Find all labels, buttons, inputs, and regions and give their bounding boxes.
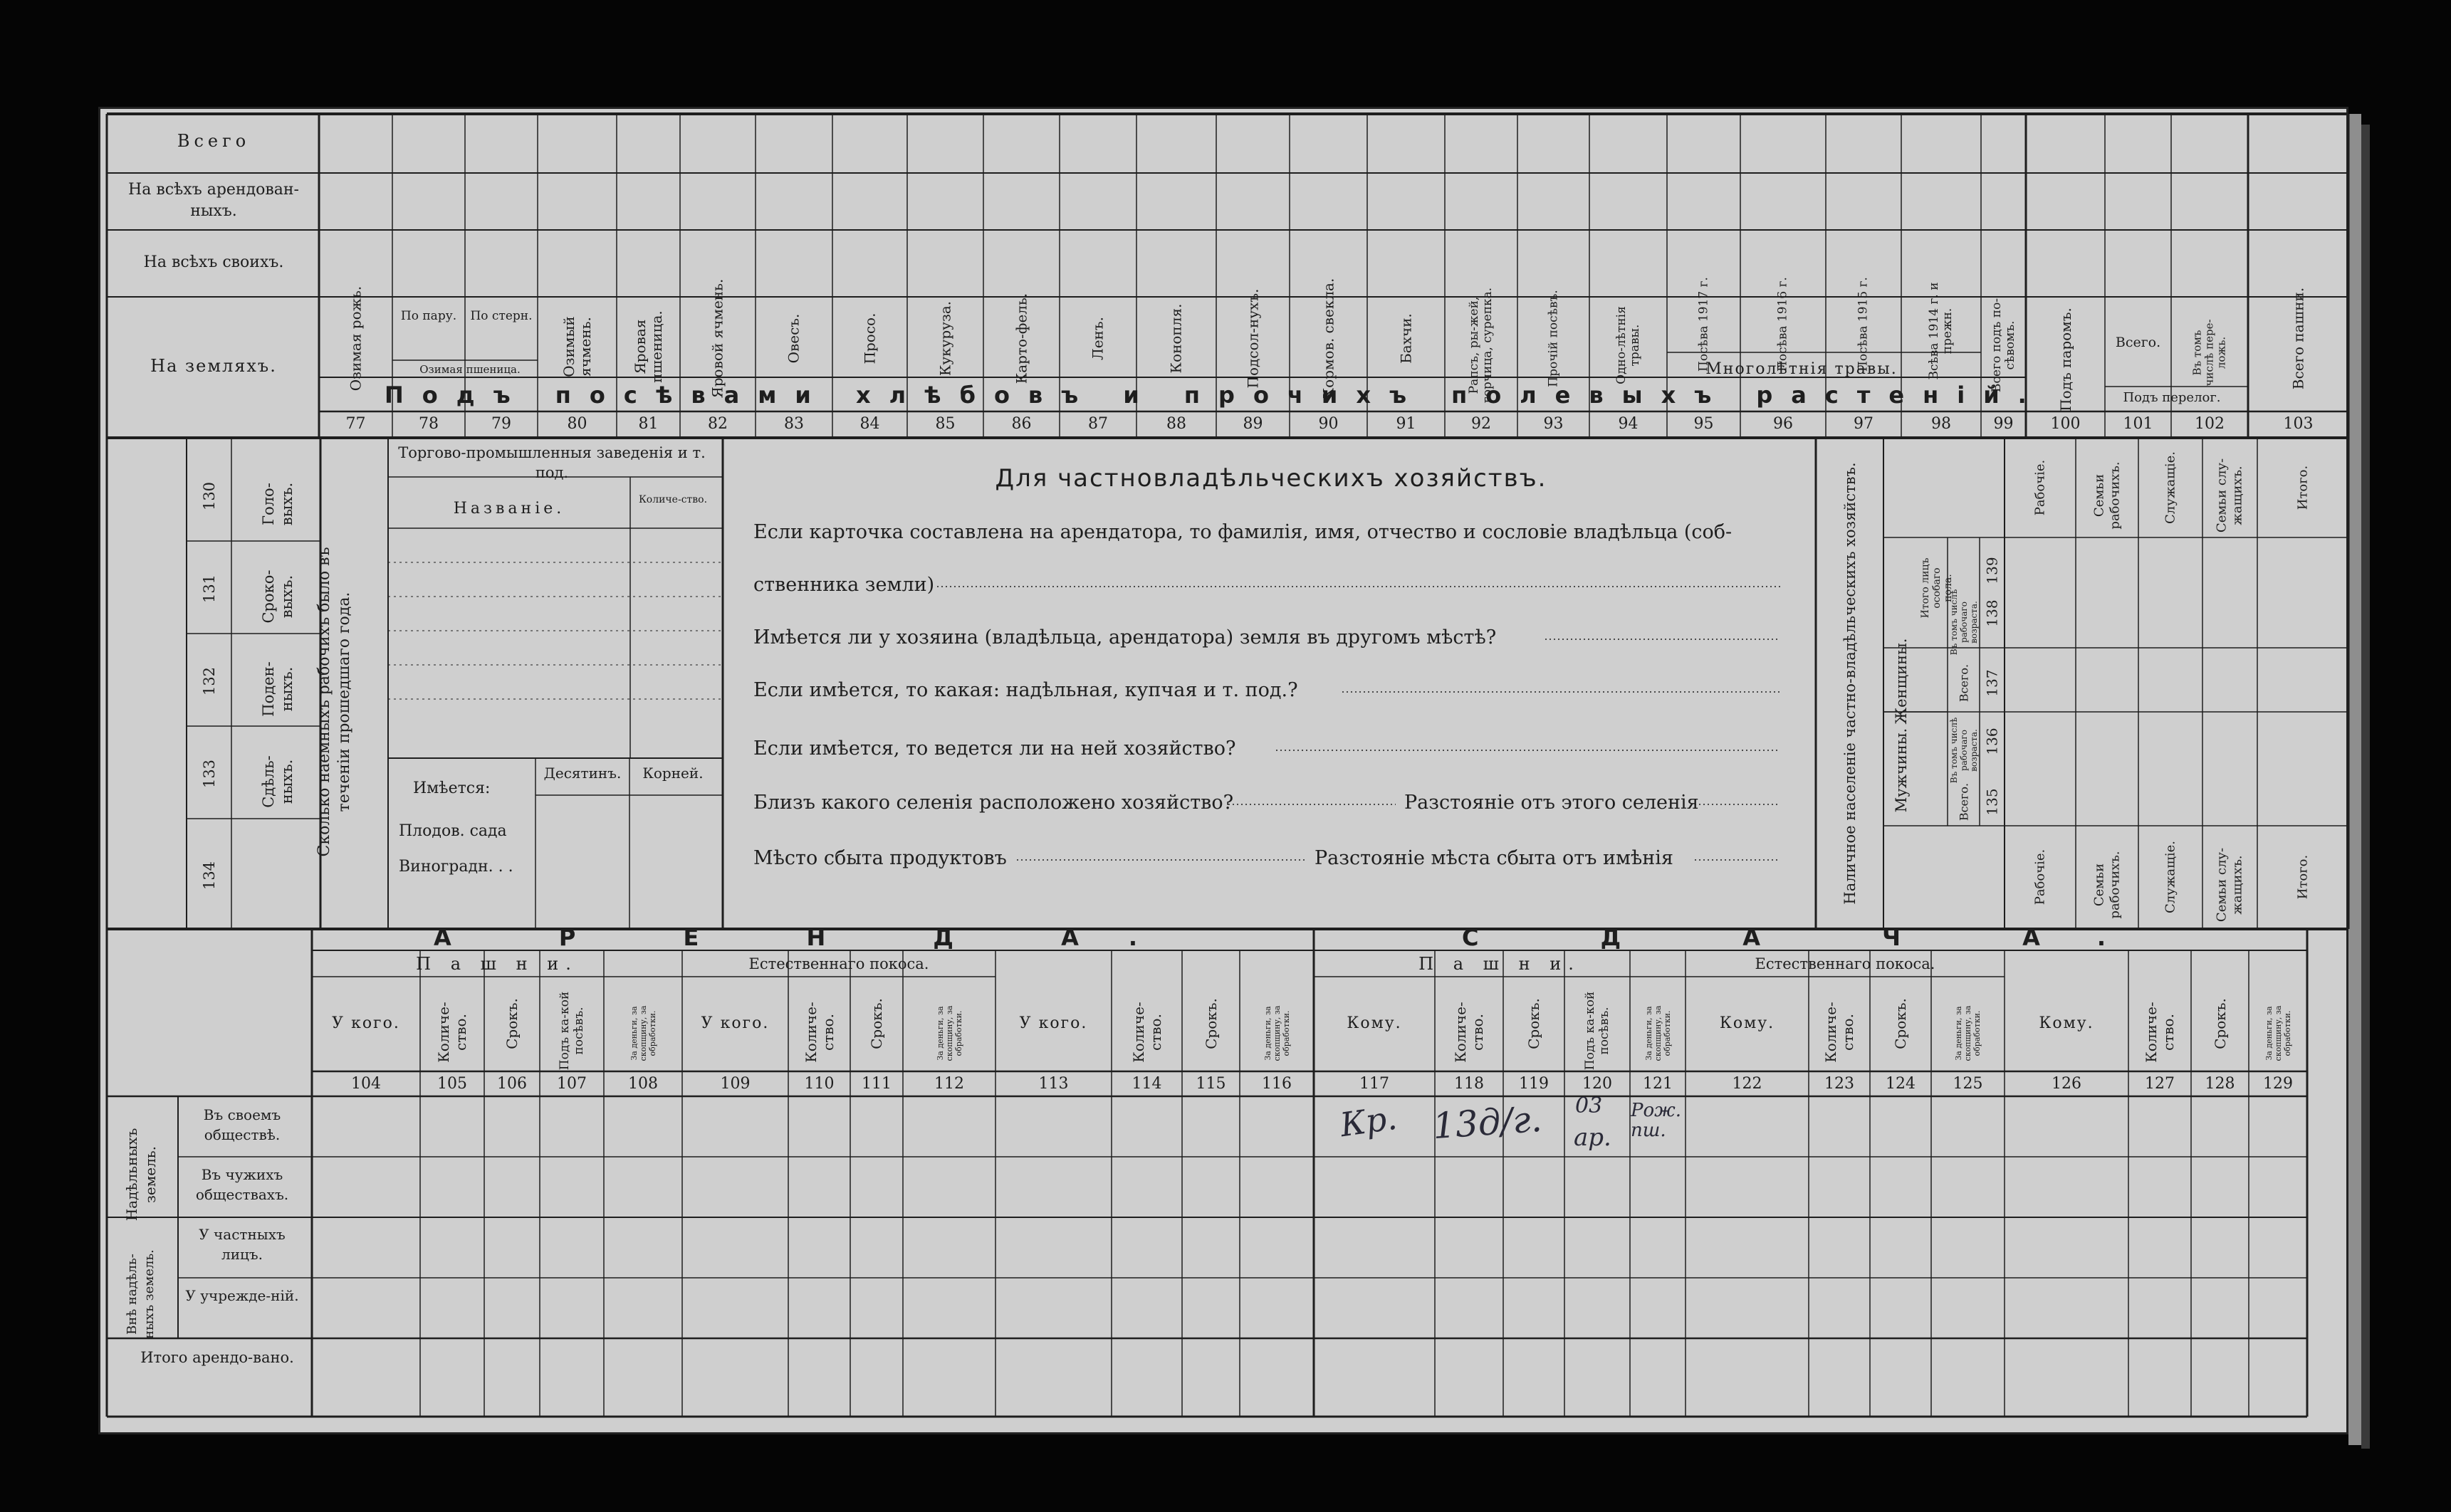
question-village-distance: Разстояніе отъ этого селенія xyxy=(1404,792,1699,814)
gardens-has: Имѣется: xyxy=(413,779,491,797)
col-number-97: 97 xyxy=(1854,415,1873,433)
col-number-83: 83 xyxy=(784,415,804,433)
trade-name-head: Названіе. xyxy=(453,500,565,518)
col-number-114: 114 xyxy=(1132,1075,1162,1093)
crop-head-10: Ленъ. xyxy=(1089,316,1107,360)
sdacha-title: С Д А Ч А. xyxy=(1461,924,2163,951)
workers-num-133: 133 xyxy=(201,759,218,788)
pop-women-total: Всего. xyxy=(1957,663,1971,703)
gardens-vineyards: Виноградн. . . xyxy=(399,858,513,876)
question-owner-1: Если карточка составлена на арендатора, то фамилія, имя, отчество и сословіе владѣльца (соб- xyxy=(753,521,1733,543)
crop-head-18: Посѣва 1917 г. xyxy=(1696,276,1710,372)
question-market: Мѣсто сбыта продуктовъ xyxy=(753,847,1007,869)
col-number-102: 102 xyxy=(2195,415,2225,433)
row-own-society: Въ своемъ обществѣ. xyxy=(203,1106,281,1143)
crop-head-2: По стерн. xyxy=(470,309,533,323)
crop-head-22: Всего подъ по-сѣвомъ. xyxy=(1989,298,2017,392)
sdacha-head-1: Количе-ство. xyxy=(1452,1002,1486,1063)
arenda-head-8: За деньги, за скопщину, за обработки. xyxy=(935,1005,963,1061)
pop-head-top-0: Рабочіе. xyxy=(2032,459,2047,516)
col-number-88: 88 xyxy=(1166,415,1186,433)
row-label-own: На всѣхъ своихъ. xyxy=(143,253,284,271)
col-number-101: 101 xyxy=(2123,415,2153,433)
pop-head-bottom-4: Итого. xyxy=(2295,854,2310,900)
crop-head-17: Одно-лѣтнія травы. xyxy=(1614,305,1642,384)
crop-head-3: Озимый ячмень. xyxy=(560,315,594,377)
pop-women-incl: Въ томъ числѣ рабочаго возраста. xyxy=(1949,589,1979,656)
sdacha-head-6: Количе-ство. xyxy=(1822,1002,1856,1063)
col-number-95: 95 xyxy=(1693,415,1714,433)
sdacha-head-8: За деньги, за скопщину, за обработки. xyxy=(1954,1005,1982,1061)
col-number-77: 77 xyxy=(345,415,366,433)
sdacha-head-0: Кому. xyxy=(1347,1014,1402,1032)
arenda-head-1: Количе-ство. xyxy=(435,1002,469,1063)
gardens-orchards: Плодов. сада xyxy=(399,822,507,840)
col-number-86: 86 xyxy=(1011,415,1032,433)
group-nadel: Надѣльныхъ земель. xyxy=(123,1128,159,1222)
workers-num-132: 132 xyxy=(201,666,218,695)
arenda-head-4: За деньги, за скопщину, за обработки. xyxy=(629,1005,657,1061)
sdacha-head-11: Срокъ. xyxy=(2211,998,2229,1049)
pop-num-139: 139 xyxy=(1983,557,2001,584)
questions-title: Для частновладѣльческихъ хозяйствъ. xyxy=(995,464,1547,493)
col-number-110: 110 xyxy=(804,1075,835,1093)
sdacha-head-2: Срокъ. xyxy=(1525,998,1542,1049)
crop-head-19: Посѣва 1916 г. xyxy=(1775,276,1790,372)
col-number-129: 129 xyxy=(2263,1075,2293,1093)
col-number-116: 116 xyxy=(1262,1075,1292,1093)
col-number-106: 106 xyxy=(497,1075,527,1093)
col-number-124: 124 xyxy=(1886,1075,1916,1093)
group-vne: Внѣ надѣль-ныхъ земель. xyxy=(125,1249,157,1339)
crop-head-4: Яровая пшеница. xyxy=(631,310,665,383)
pop-head-top-4: Итого. xyxy=(2295,465,2310,510)
question-land-type: Если имѣется, то какая: надѣльная, купчая и т. под.? xyxy=(753,679,1298,701)
row-label-rented: На всѣхъ арендован- ныхъ. xyxy=(128,181,299,220)
pop-head-bottom-3: Семьи слу-жащихъ. xyxy=(2214,847,2245,923)
col-number-109: 109 xyxy=(720,1075,751,1093)
col-number-89: 89 xyxy=(1243,415,1263,433)
col-number-107: 107 xyxy=(557,1075,587,1093)
question-owner-2: ственника земли) xyxy=(753,574,935,596)
col-number-105: 105 xyxy=(437,1075,467,1093)
crop-head-6: Овесъ. xyxy=(785,313,803,363)
handwritten-srok-top: 03 xyxy=(1575,1093,1603,1118)
col-number-100: 100 xyxy=(2050,415,2081,433)
fallow-group-label: Подъ перелог. xyxy=(2123,390,2221,405)
crop-head-11: Конопля. xyxy=(1167,303,1185,373)
population-title: Наличное населеніе частно-владѣльческихъ хозяйствъ. xyxy=(1841,462,1859,905)
crop-head-20: Посѣва 1915 г. xyxy=(1856,276,1871,372)
sdacha-head-9: Кому. xyxy=(2039,1014,2094,1032)
workers-title: Сколько наемныхъ рабочихъ было въ теченіи прошедшаго года. xyxy=(315,547,353,857)
arenda-title: А Р Е Н Д А. xyxy=(434,924,1187,951)
arenda-head-9: У кого. xyxy=(1019,1014,1088,1032)
crop-head-13: Кормов. свекла. xyxy=(1319,278,1337,399)
crop-head-15: Рапсъ, ры-жей, горчица, сурепка. xyxy=(1467,287,1495,403)
row-label-total: Всего xyxy=(177,131,251,151)
col-number-80: 80 xyxy=(567,415,587,433)
arenda-head-6: Количе-ство. xyxy=(802,1002,837,1063)
question-village: Близъ какого селенія расположено хозяйство? xyxy=(753,792,1234,814)
col-number-104: 104 xyxy=(351,1075,381,1093)
workers-head-3: Сдѣль-ныхъ. xyxy=(260,755,296,808)
col-number-112: 112 xyxy=(934,1075,964,1093)
col-number-103: 103 xyxy=(2283,415,2314,433)
pop-head-bottom-2: Служащіе. xyxy=(2163,841,2178,913)
pop-men: Мужчины. xyxy=(1893,728,1910,812)
arenda-head-12: За деньги, за скопщину, за обработки. xyxy=(1263,1005,1291,1061)
pop-head-top-1: Семьи рабочихъ. xyxy=(2091,461,2122,530)
col-number-120: 120 xyxy=(1582,1075,1612,1093)
col-number-128: 128 xyxy=(2205,1075,2235,1093)
arenda-head-5: У кого. xyxy=(701,1014,770,1032)
col-number-122: 122 xyxy=(1732,1075,1762,1093)
workers-num-130: 130 xyxy=(201,481,218,510)
col-number-79: 79 xyxy=(491,415,511,433)
crop-head-0: Озимая рожь. xyxy=(347,285,364,391)
trade-qty-head: Количе-ство. xyxy=(638,494,708,505)
handwritten-qty: 13д/г. xyxy=(1431,1098,1544,1148)
col-number-81: 81 xyxy=(638,415,659,433)
arenda-head-10: Количе-ство. xyxy=(1129,1002,1164,1063)
sdacha-head-7: Срокъ. xyxy=(1892,998,1909,1049)
crop-head-7: Просо. xyxy=(861,313,878,364)
pop-men-incl: Въ томъ числѣ рабочаго возраста. xyxy=(1949,717,1979,784)
sdacha-head-4: За деньги, за скопщину, за обработки. xyxy=(1643,1005,1672,1061)
crop-head-9: Карто-фель. xyxy=(1013,293,1030,384)
crop-head-16: Прочій посѣвъ. xyxy=(1546,289,1560,387)
workers-num-131: 131 xyxy=(201,574,218,603)
row-other-society: Въ чужихъ обществахъ. xyxy=(195,1166,289,1203)
handwritten-komu: Кр. xyxy=(1337,1098,1400,1145)
arenda-pashni: П а ш н и. xyxy=(416,954,578,974)
col-number-117: 117 xyxy=(1359,1075,1389,1093)
pop-head-bottom-1: Семьи рабочихъ. xyxy=(2091,851,2122,919)
col-number-96: 96 xyxy=(1773,415,1793,433)
workers-head-1: Сроко-выхъ. xyxy=(260,569,296,624)
sdacha-head-5: Кому. xyxy=(1719,1014,1775,1032)
workers-head-0: Голо-выхъ. xyxy=(260,482,296,526)
arenda-head-3: Подъ ка-кой посѣвъ. xyxy=(558,991,586,1071)
col-number-115: 115 xyxy=(1196,1075,1226,1093)
trade-title: Торгово-промышленныя заведенія и т. под. xyxy=(398,444,706,481)
col-number-119: 119 xyxy=(1519,1075,1549,1093)
col-number-92: 92 xyxy=(1471,415,1491,433)
col-number-87: 87 xyxy=(1088,415,1108,433)
pop-women: Женщины. xyxy=(1893,638,1910,724)
row-label-lands: На земляхъ. xyxy=(150,356,277,376)
crops-band-title: Подъ посѣвами хлѣбовъ и прочихъ полевыхъ растеній. xyxy=(385,382,2045,409)
crop-head-25: Въ томъ числѣ пере-ложь. xyxy=(2190,318,2228,387)
question-market-distance: Разстояніе мѣста сбыта отъ имѣнія xyxy=(1315,847,1673,869)
grass-group-label: Многолѣтнія травы. xyxy=(1705,360,1898,378)
col-number-127: 127 xyxy=(2145,1075,2175,1093)
col-number-93: 93 xyxy=(1543,415,1564,433)
col-number-90: 90 xyxy=(1318,415,1339,433)
question-farming: Если имѣется, то ведется ли на ней хозяйство? xyxy=(753,737,1236,760)
crop-head-8: Кукуруза. xyxy=(936,300,953,376)
sdacha-head-10: Количе-ство. xyxy=(2143,1002,2177,1063)
pop-head-bottom-0: Рабочіе. xyxy=(2032,849,2047,905)
col-number-91: 91 xyxy=(1396,415,1416,433)
arenda-head-7: Срокъ. xyxy=(868,998,885,1049)
sdacha-pokos: Естественнаго покоса. xyxy=(1755,955,1935,972)
col-number-84: 84 xyxy=(859,415,880,433)
col-number-113: 113 xyxy=(1038,1075,1069,1093)
col-number-99: 99 xyxy=(1993,415,2014,433)
pop-men-total: Всего. xyxy=(1957,782,1971,821)
col-number-125: 125 xyxy=(1953,1075,1983,1093)
pop-head-top-3: Семьи слу-жащихъ. xyxy=(2214,458,2245,533)
arenda-head-2: Срокъ. xyxy=(503,998,521,1049)
col-number-123: 123 xyxy=(1824,1075,1854,1093)
crop-head-14: Бахчи. xyxy=(1397,313,1414,364)
crop-head-23: Подъ паромъ. xyxy=(2057,308,2074,411)
pop-head-top-2: Служащіе. xyxy=(2163,451,2178,524)
crop-head-21: Всѣва 1914 г. и прежн. xyxy=(1927,281,1955,380)
pop-num-137: 137 xyxy=(1983,669,2001,697)
arenda-head-0: У кого. xyxy=(332,1014,400,1032)
col-number-98: 98 xyxy=(1931,415,1951,433)
col-number-82: 82 xyxy=(708,415,728,433)
crop-head-12: Подсол-нухъ. xyxy=(1244,288,1261,388)
row-institutions: У учрежде-ній. xyxy=(185,1287,299,1304)
handwritten-crop: Рож. пш. xyxy=(1631,1100,1681,1141)
question-other-land: Имѣется ли у хозяина (владѣльца, арендатора) земля въ другомъ мѣстѣ? xyxy=(753,626,1497,649)
sdacha-head-3: Подъ ка-кой посѣвъ. xyxy=(1583,991,1611,1071)
crop-head-1: По пару. xyxy=(400,309,457,323)
col-number-126: 126 xyxy=(2052,1075,2081,1093)
handwritten-srok-bottom: ар. xyxy=(1574,1123,1611,1152)
gardens-desyat: Десятинъ. xyxy=(543,765,622,782)
pop-special: Итого лицъ особаго пола. xyxy=(1920,557,1954,619)
col-number-94: 94 xyxy=(1618,415,1639,433)
arenda-head-11: Срокъ. xyxy=(1202,998,1220,1049)
crop-head-24: Всего. xyxy=(2115,335,2161,350)
sdacha-head-12: За деньги, за скопщину, за обработки. xyxy=(2264,1005,2292,1061)
row-private: У частныхъ лицъ. xyxy=(199,1226,286,1263)
col-number-111: 111 xyxy=(862,1075,892,1093)
wheat-group-label: Озимая пшеница. xyxy=(419,363,521,376)
pop-num-135: 135 xyxy=(1983,788,2001,816)
col-number-108: 108 xyxy=(628,1075,658,1093)
workers-head-2: Поден-ныхъ. xyxy=(260,661,296,717)
sdacha-pashni: П а ш н и. xyxy=(1418,954,1581,974)
pop-num-138: 138 xyxy=(1983,599,2001,627)
arenda-pokos: Естественнаго покоса. xyxy=(748,955,929,972)
workers-num-134: 134 xyxy=(201,861,218,890)
crop-head-26: Всего пашни. xyxy=(2289,287,2306,389)
col-number-118: 118 xyxy=(1454,1075,1484,1093)
col-number-85: 85 xyxy=(935,415,956,433)
pop-num-136: 136 xyxy=(1983,728,2001,755)
col-number-78: 78 xyxy=(419,415,439,433)
col-number-121: 121 xyxy=(1643,1075,1673,1093)
row-total-rented: Итого арендо-вано. xyxy=(140,1349,294,1366)
crop-head-5: Яровой ячмень. xyxy=(709,278,726,398)
gardens-roots: Корней. xyxy=(642,765,704,782)
